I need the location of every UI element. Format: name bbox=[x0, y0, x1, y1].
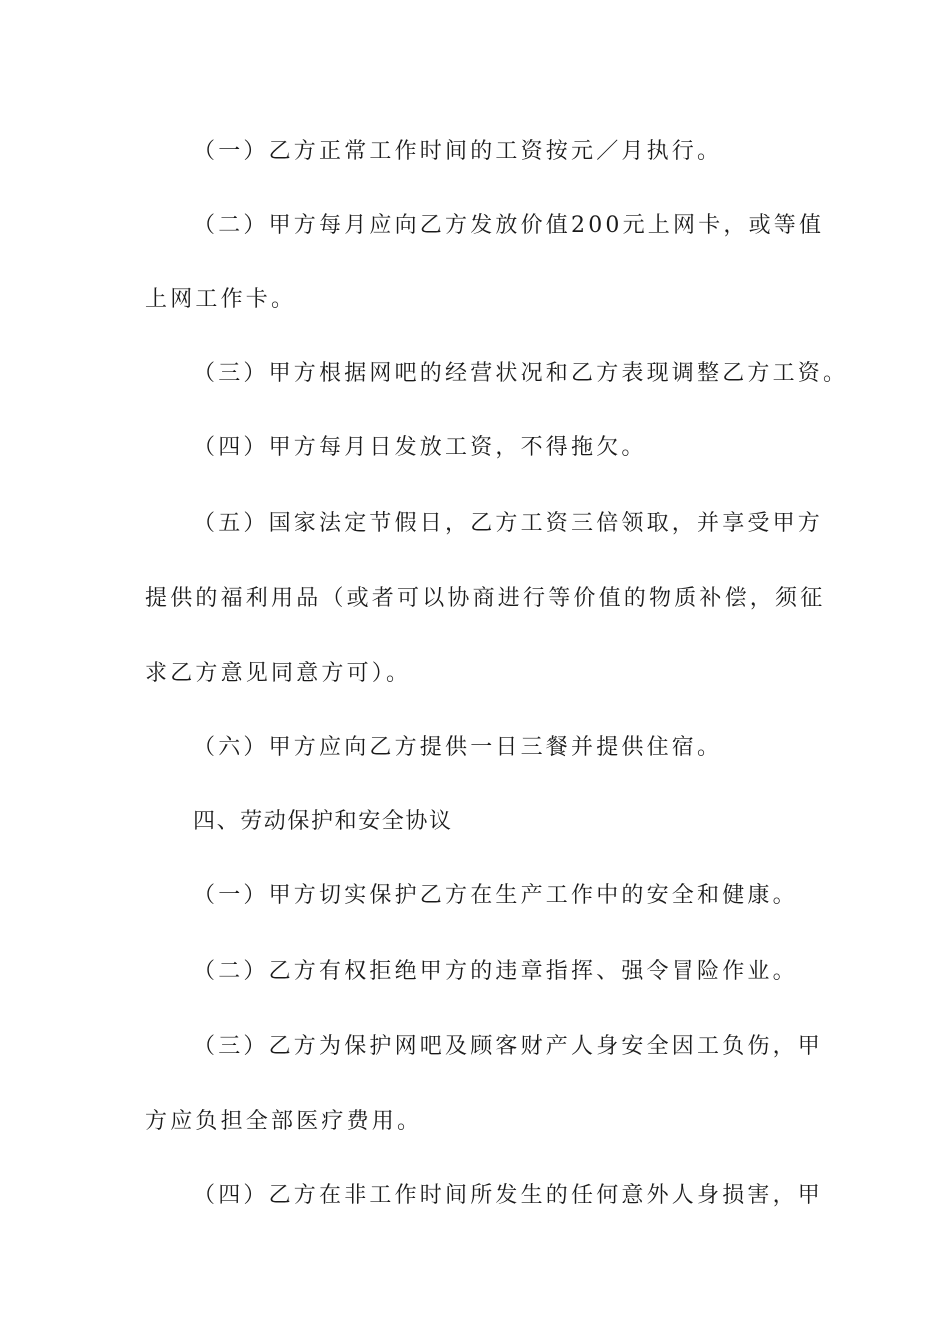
paragraph-line: （三）乙方为保护网吧及顾客财产人身安全因工负伤，甲 bbox=[193, 1034, 824, 1059]
paragraph-line: （六）甲方应向乙方提供一日三餐并提供住宿。 bbox=[193, 735, 723, 760]
paragraph-line: 方应负担全部医疗费用。 bbox=[145, 1109, 423, 1134]
paragraph-line: （四）乙方在非工作时间所发生的任何意外人身损害，甲 bbox=[193, 1183, 824, 1208]
paragraph-line: （五）国家法定节假日，乙方工资三倍领取，并享受甲方 bbox=[193, 511, 824, 536]
paragraph-line: （二）甲方每月应向乙方发放价值200元上网卡，或等值 bbox=[193, 213, 825, 238]
paragraph-line: 求乙方意见同意方可）。 bbox=[145, 661, 412, 686]
paragraph-line: （二）乙方有权拒绝甲方的违章指挥、强令冒险作业。 bbox=[193, 959, 798, 984]
section-heading: 四、劳动保护和安全协议 bbox=[193, 809, 453, 834]
paragraph-line: （一）乙方正常工作时间的工资按元／月执行。 bbox=[193, 139, 723, 164]
paragraph-line: 上网工作卡。 bbox=[145, 287, 297, 312]
paragraph-line: （三）甲方根据网吧的经营状况和乙方表现调整乙方工资。 bbox=[193, 361, 849, 386]
paragraph-line: 提供的福利用品（或者可以协商进行等价值的物质补偿，须征 bbox=[145, 586, 826, 611]
paragraph-line: （一）甲方切实保护乙方在生产工作中的安全和健康。 bbox=[193, 883, 798, 908]
paragraph-line: （四）甲方每月日发放工资，不得拖欠。 bbox=[193, 435, 647, 460]
